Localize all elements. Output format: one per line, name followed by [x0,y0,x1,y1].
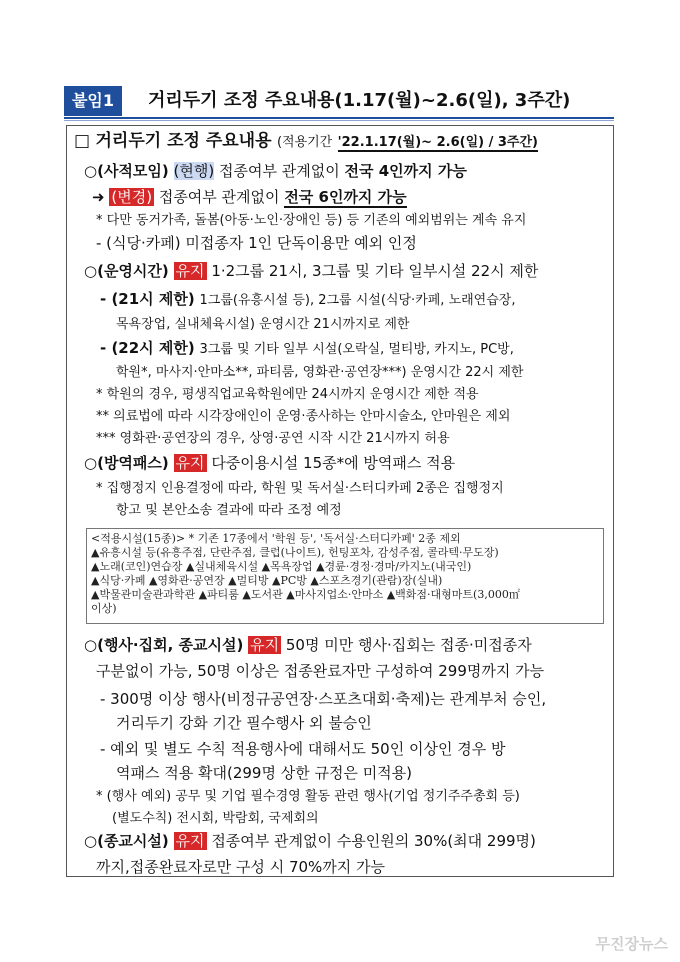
facilities-row5: 이상) [91,602,117,615]
gathering-note2: - (식당·카페) 미접종자 1인 단독이용만 예외 인정 [96,234,417,252]
events-line2: 구분없이 가능, 50명 이상은 접종완료자만 구성하여 299명까지 가능 [96,662,545,680]
arrow-icon: ➜ [92,188,105,206]
religion-line [84,830,536,852]
appendix-tag: 붙임1 [64,86,122,116]
events-sub1: - 300명 이상 행사(비정규공연장·스포츠대회·축제)는 관계부처 승인, [100,690,547,708]
change-tag: (변경) [111,188,153,206]
religion-text: 접종여부 관계없이 수용인원의 30%(최대 299명) [211,832,536,850]
hours-note1: * 학원의 경우, 평생직업교육학원에만 24시까지 운영시간 제한 적용 [96,387,479,402]
change-bold: 전국 6인까지 가능 [284,188,407,206]
religion-tag: 유지 [175,832,205,850]
events-tag: 유지 [250,636,280,654]
watermark-logo: 무진장뉴스 [595,935,668,953]
page-title: 거리두기 조정 주요내용(1.17(월)~2.6(일), 3주간) [148,90,571,111]
events-head: ○(행사·집회, 종교시설) [84,636,244,654]
hours-sub1-text2-span: 목욕장업, 실내체육시설) 운영시간 21시까지로 제한 [116,317,410,332]
facilities-row4: ▲박물관미술관과학관 ▲파티룸 ▲도서관 ▲마사지업소·안마소 ▲백화점·대형마트(3,000㎡ [91,588,520,601]
religion-head: ○(종교시설) [84,832,169,850]
hours-line [84,260,538,282]
pass-head: ○(방역패스) [84,454,169,472]
hours-head: ○(운영시간) [84,262,169,280]
box-title: 거리두기 조정 주요내용 [95,131,272,151]
current-bold: 전국 4인까지 가능 [344,162,467,180]
facilities-title: <적용시설(15종)> * 기존 17종에서 '학원 등', '독서실·스터디카페' 2종 제외 [91,532,461,545]
events-sub2: - 예외 및 별도 수칙 적용행사에 대해서도 50인 이상인 경우 방 [100,740,506,758]
events-note1: * (행사 예외) 공무 및 기업 필수경영 활동 관련 행사(기업 정기주주총회 등) [96,789,520,804]
hours-sub2-text2 [116,360,523,384]
facilities-row1: ▲유흥시설 등(유흥주점, 단란주점, 클럽(나이트), 헌팅포차, 감성주점, 콜라텍·무도장) [91,546,499,559]
pass-note1: * 집행정지 인용결정에 따라, 학원 및 독서실·스터디카페 2종은 집행정지 [96,481,504,496]
current-text: 접종여부 관계없이 [219,162,340,180]
change-text: 접종여부 관계없이 [158,188,280,206]
events-sub2b: 역패스 적용 확대(299명 상한 규정은 미적용) [116,764,413,782]
hours-text: 1·2그룹 21시, 3그룹 및 기타 일부시설 22시 제한 [211,262,539,280]
period-value: '22.1.17(월)~ 2.6(일) / 3주간) [337,135,538,150]
pass-line [84,452,455,474]
hours-sub1 [100,288,516,312]
title-underline [64,117,614,119]
hours-sub1-text2 [116,312,409,336]
box-title-line [74,130,538,154]
facilities-box [86,528,604,624]
hours-sub1-head: - (21시 제한) [100,290,195,308]
religion-line2: 까지,접종완료자로만 구성 시 70%까지 가능 [96,858,386,876]
hours-note2: ** 의료법에 따라 시각장애인이 운영·종사하는 안마시술소, 안마원은 제외 [96,409,511,424]
title-underline-thin [64,120,614,121]
hours-sub2 [100,337,514,361]
checkbox-glyph: □ [74,131,91,151]
pass-tag: 유지 [175,454,205,472]
events-note2: (별도수칙) 전시회, 박람회, 국제회의 [112,811,319,826]
gathering-head: ○(사적모임) [84,162,169,180]
hours-sub2-text2-span: 학원*, 마사지·안마소**, 파티룸, 영화관·공연장***) 운영시간 22시 제한 [116,365,524,380]
gathering-note1: * 다만 동거가족, 돌봄(아동·노인·장애인 등) 등 기존의 예외범위는 계속 유지 [96,213,527,228]
hours-note3: *** 영화관·공연장의 경우, 상영·공연 시작 시간 21시까지 허용 [96,431,450,446]
gathering-line [84,160,467,182]
facilities-row3: ▲식당·카페 ▲영화관·공연장 ▲멀티방 ▲PC방 ▲스포츠경기(관람)장(실내) [91,574,443,587]
pass-note2: 항고 및 본안소송 결과에 따라 조정 예정 [116,503,342,518]
pass-text: 다중이용시설 15종*에 방역패스 적용 [211,454,456,472]
period-label: (적용기간 [276,135,333,150]
hours-sub2-head: - (22시 제한) [100,339,195,357]
current-tag: (현행) [173,162,215,180]
events-sub1b: 거리두기 강화 기간 필수행사 외 불승인 [116,714,372,732]
events-text: 50명 미만 행사·집회는 접종·미접종자 [285,636,532,654]
hours-tag: 유지 [175,262,205,280]
events-line [84,634,532,656]
hours-sub1-text: 1그룹(유흥시설 등), 2그룹 시설(식당·카페, 노래연습장, [199,293,516,308]
gathering-change-line [92,186,407,208]
facilities-row2: ▲노래(코인)연습장 ▲실내체육시설 ▲목욕장업 ▲경륜·경정·경마/카지노(내국인) [91,560,472,573]
hours-sub2-text: 3그룹 및 기타 일부 시설(오락실, 멀티방, 카지노, PC방, [199,342,514,357]
